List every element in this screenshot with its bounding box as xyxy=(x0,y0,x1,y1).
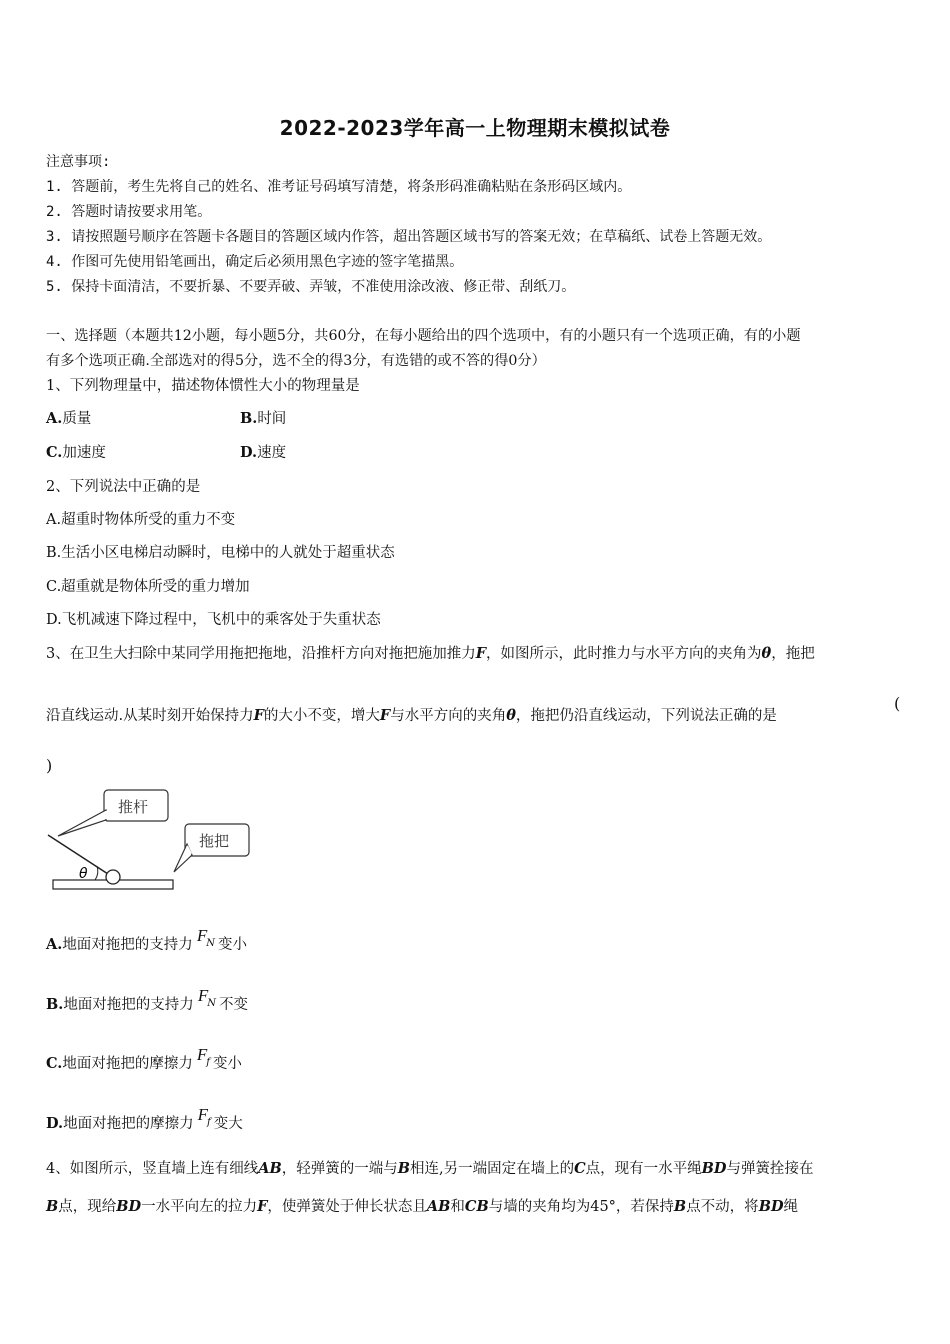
angle-label: θ xyxy=(79,866,88,882)
option-key: B. xyxy=(46,996,64,1013)
force-symbol xyxy=(198,986,217,1009)
mop-diagram xyxy=(40,786,270,898)
option-text: 时间 xyxy=(257,411,287,427)
callout-pointer-mop xyxy=(174,844,192,872)
var-f: F xyxy=(253,707,264,724)
option-text-end: 变小 xyxy=(212,1056,242,1072)
force-symbol xyxy=(197,1045,211,1068)
option-text-end: 变大 xyxy=(213,1116,243,1132)
question-4-stem-line-2 xyxy=(46,1197,798,1217)
var-run: C xyxy=(574,1160,586,1177)
text-run: ，如图所示，此时推力与水平方向的夹角为 xyxy=(486,646,762,662)
notice-item-5: 5. 保持卡面清洁，不要折暴、不要弄破、弄皱，不准使用涂改液、修正带、刮纸刀。 xyxy=(46,279,576,295)
force-symbol xyxy=(197,926,216,949)
var-f: F xyxy=(475,645,487,662)
question-2-option-b: B.生活小区电梯启动瞬时，电梯中的人就处于超重状态 xyxy=(46,545,395,561)
notice-item-2: 2. 答题时请按要求用笔。 xyxy=(46,204,212,220)
option-text: 加速度 xyxy=(62,445,106,461)
subscript: N xyxy=(206,938,215,949)
var-run: AB xyxy=(426,1198,451,1215)
page-title: 2022-2023学年高一上物理期末模拟试卷 xyxy=(279,116,671,140)
var-theta: θ xyxy=(761,645,772,662)
text-run: 与墙的夹角均为45°，若保持 xyxy=(488,1199,674,1215)
option-key: A. xyxy=(46,936,63,953)
option-key: D. xyxy=(46,1115,64,1132)
text-run: 沿直线运动.从某时刻开始保持力 xyxy=(46,708,254,724)
force-symbol xyxy=(198,1105,212,1128)
var-run: BD xyxy=(701,1160,727,1177)
text-run: ，轻弹簧的一端与 xyxy=(281,1161,398,1177)
text-run: 点，现给 xyxy=(58,1199,117,1215)
text-run: 点不动，将 xyxy=(686,1199,759,1215)
subscript: f xyxy=(207,1117,211,1128)
mop-head xyxy=(106,870,120,884)
mop-label: 拖把 xyxy=(199,832,230,850)
symbol-f: F xyxy=(196,926,208,945)
option-key: C. xyxy=(46,444,63,461)
subscript: N xyxy=(207,998,216,1009)
var-run: BD xyxy=(116,1198,142,1215)
var-f: F xyxy=(379,707,391,724)
question-1-option-a xyxy=(46,409,91,429)
text-run: ，拖把仍沿直线运动，下列说法正确的是 xyxy=(515,708,777,724)
question-2-option-d: D.飞机减速下降过程中，飞机中的乘客处于失重状态 xyxy=(46,612,381,628)
symbol-f: F xyxy=(197,986,209,1005)
question-1-option-b xyxy=(240,409,286,429)
push-rod xyxy=(48,835,108,874)
symbol-f: F xyxy=(196,1045,208,1064)
question-2-stem: 2、下列说法中正确的是 xyxy=(46,479,201,495)
text-run: 绳 xyxy=(783,1199,799,1215)
option-key: D. xyxy=(240,444,258,461)
var-run: BD xyxy=(758,1198,784,1215)
answer-paren-open: ( xyxy=(894,694,901,713)
notice-item-4: 4. 作图可先使用铅笔画出，确定后必须用黑色字迹的签字笔描黑。 xyxy=(46,254,464,270)
callout-pointer-rod xyxy=(58,810,106,836)
text-run: ，使弹簧处于伸长状态且 xyxy=(267,1199,427,1215)
text-run: 与水平方向的夹角 xyxy=(390,708,507,724)
option-text: 地面对拖把的摩擦力 xyxy=(62,1056,193,1072)
section-header-line-2: 有多个选项正确.全部选对的得5分，选不全的得3分，有选错的或不答的得0分） xyxy=(46,353,546,369)
option-text-end: 变小 xyxy=(217,937,247,953)
text-run: 点，现有一水平绳 xyxy=(585,1161,702,1177)
question-4-stem-line-1 xyxy=(46,1159,814,1179)
var-run: B xyxy=(673,1198,687,1215)
question-2-option-c: C.超重就是物体所受的重力增加 xyxy=(46,579,250,595)
rod-label: 推杆 xyxy=(118,798,149,816)
question-3-option-d xyxy=(46,1105,243,1136)
answer-paren-close: ) xyxy=(46,756,53,775)
option-text: 地面对拖把的支持力 xyxy=(62,937,193,953)
option-key: A. xyxy=(46,410,63,427)
var-run: AB xyxy=(258,1160,282,1177)
question-3-option-a xyxy=(46,926,247,957)
symbol-f: F xyxy=(197,1105,208,1124)
notice-item-3: 3. 请按照题号顺序在答题卡各题目的答题区域内作答，超出答题区域书写的答案无效；在草稿纸、试卷上答题无效。 xyxy=(46,229,772,245)
subscript: f xyxy=(206,1057,210,1068)
text-run: 4、如图所示，竖直墙上连有细线 xyxy=(46,1161,259,1177)
var-run: B xyxy=(46,1198,59,1215)
text-run: 和 xyxy=(450,1199,465,1215)
question-3-option-c xyxy=(46,1045,242,1076)
question-1-stem: 1、下列物理量中，描述物体惯性大小的物理量是 xyxy=(46,378,360,394)
option-text: 速度 xyxy=(257,445,287,461)
text-run: 的大小不变，增大 xyxy=(263,708,380,724)
option-text-end: 不变 xyxy=(218,997,248,1013)
option-text: 地面对拖把的支持力 xyxy=(63,997,194,1013)
notice-item-1: 1. 答题前，考生先将自己的姓名、准考证号码填写清楚，将条形码准确粘贴在条形码区域内。 xyxy=(46,179,632,195)
var-theta: θ xyxy=(506,707,516,724)
question-1-option-c xyxy=(46,443,106,463)
angle-arc xyxy=(95,866,98,880)
section-header-line-1: 一、选择题（本题共12小题，每小题5分，共60分，在每小题给出的四个选项中，有的小题只有一个选项正确，有的小题 xyxy=(46,328,801,344)
text-run: 与弹簧拴接在 xyxy=(726,1161,814,1177)
option-text: 地面对拖把的摩擦力 xyxy=(63,1116,194,1132)
text-run: 3、在卫生大扫除中某同学用拖把拖地，沿推杆方向对拖把施加推力 xyxy=(46,646,476,662)
var-run: CB xyxy=(464,1198,489,1215)
question-1-option-d xyxy=(240,443,286,463)
notice-heading: 注意事项: xyxy=(46,154,111,170)
var-run: B xyxy=(397,1160,411,1177)
question-3-stem-line-2 xyxy=(46,706,777,726)
option-text: 质量 xyxy=(62,411,92,427)
var-run: F xyxy=(257,1198,268,1215)
text-run: ，拖把 xyxy=(771,646,815,662)
question-2-option-a: A.超重时物体所受的重力不变 xyxy=(46,512,236,528)
question-3-option-b xyxy=(46,986,248,1017)
text-run: 一水平向左的拉力 xyxy=(141,1199,258,1215)
text-run: 相连,另一端固定在墙上的 xyxy=(410,1161,575,1177)
option-key: B. xyxy=(240,410,258,427)
option-key: C. xyxy=(46,1055,63,1072)
question-3-stem-line-1 xyxy=(46,644,815,664)
